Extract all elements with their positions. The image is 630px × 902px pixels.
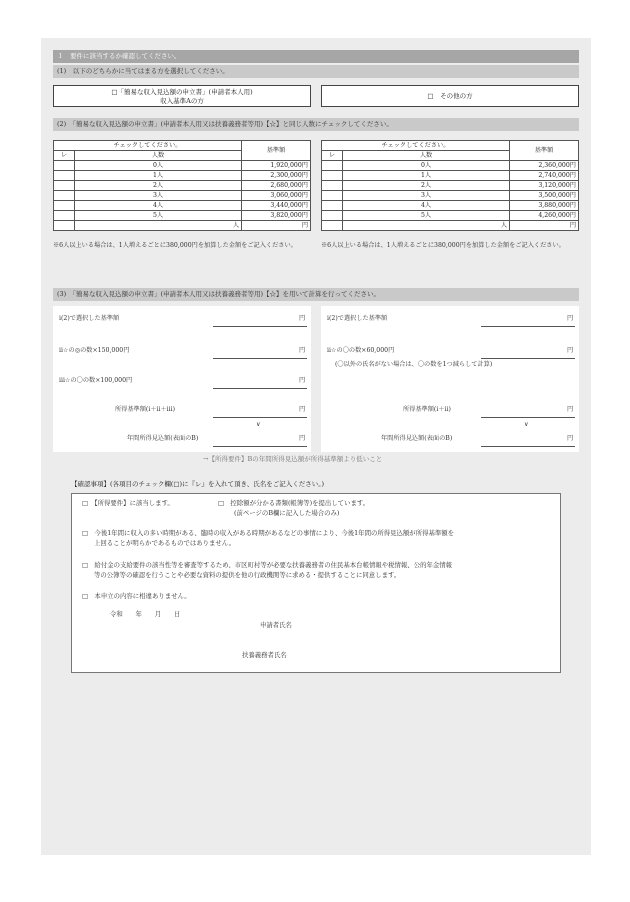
count-cell: 0人 [75, 161, 242, 171]
check-cell[interactable] [54, 211, 75, 221]
yen-label: 円 [299, 315, 306, 322]
amount-cell: 3,120,000円 [510, 181, 579, 191]
amount-cell[interactable]: 円 [242, 221, 311, 231]
calc-ii-label: ii☆の〇の数×60,000円 [327, 347, 395, 354]
check-cell[interactable] [322, 161, 343, 171]
amount-cell: 3,060,000円 [242, 191, 311, 201]
table-row [322, 221, 579, 231]
standard-table-right [321, 140, 579, 231]
option-other[interactable] [321, 85, 579, 107]
applicant-name-label: 申請者氏名 [260, 621, 292, 629]
calc-box-right [321, 306, 579, 452]
calc-annual-label: 年間所得見込額(表面のB) [127, 435, 199, 442]
amount-header: 基準額 [242, 141, 311, 161]
calc-iii-label: iii☆の〇の数×100,000円 [59, 377, 133, 384]
yen-label: 円 [567, 435, 574, 442]
calc-i-label: i(2)で選択した基準額 [59, 315, 120, 322]
calc-i-input[interactable] [481, 326, 575, 327]
table-row [54, 201, 311, 211]
table-row [54, 171, 311, 181]
calc-i-input[interactable] [213, 326, 307, 327]
check-cell[interactable] [322, 201, 343, 211]
count-header: 人数 [75, 151, 242, 161]
section-header: １ 要件に該当するか確認してください。 [53, 50, 579, 63]
amount-cell: 3,880,000円 [510, 201, 579, 211]
count-cell: 3人 [75, 191, 242, 201]
calc-i-label: i(2)で選択した基準額 [327, 315, 388, 322]
count-cell: 5人 [343, 211, 510, 221]
option-b-label: □ その他の方 [427, 92, 473, 100]
calc-annual-input[interactable] [213, 446, 307, 447]
table-right-note: ※6人以上いる場合は、1人増えるごとに380,000円を加算した金額をご記入ください。 [321, 242, 565, 249]
standard-table-left [53, 140, 311, 231]
mark-header: レ [54, 151, 75, 161]
mark-header: レ [322, 151, 343, 161]
calc-ii-label: ii☆の◎の数×150,000円 [59, 347, 130, 354]
calc-ii-input[interactable] [481, 358, 575, 359]
date-field[interactable]: 令和 年 月 日 [110, 610, 181, 618]
compare-symbol: ∨ [524, 421, 529, 428]
calc-total-label: 所得基準額(i＋ii) [403, 406, 451, 413]
calc-iii-input[interactable] [213, 388, 307, 389]
confirm-income-requirement[interactable]: □ 【所得要件】に該当します。 [82, 499, 174, 507]
yen-label: 円 [299, 435, 306, 442]
calc-annual-label: 年間所得見込額(表面のB) [381, 435, 453, 442]
guardian-name-label: 扶養義務者氏名 [242, 651, 287, 659]
table-row [322, 161, 579, 171]
count-cell: 3人 [343, 191, 510, 201]
yen-label: 円 [567, 347, 574, 354]
count-cell: 4人 [343, 201, 510, 211]
check-cell[interactable] [54, 221, 75, 231]
question-3: (3) 「簡易な収入見込額の申立書」(申請者本人用又は扶養義務者等用)【☆】を用いて計算を行ってください。 [53, 288, 579, 301]
table-row [322, 191, 579, 201]
amount-cell: 3,500,000円 [510, 191, 579, 201]
amount-cell: 3,820,000円 [242, 211, 311, 221]
calc-total-input[interactable] [213, 417, 307, 418]
yen-label: 円 [567, 315, 574, 322]
amount-cell: 2,740,000円 [510, 171, 579, 181]
confirm-no-future-income-cont: 上回ることが明らかであるものではありません。 [94, 539, 235, 547]
form-page [41, 38, 591, 855]
confirm-data-consent[interactable]: □ 給付金の支給要件の該当性等を審査等するため、市区町村等が必要な扶養義務者の住民基本台帳情報や税情報、公的年金情報 [82, 561, 453, 569]
requirement-note: →【所得要件】Bの年間所得見込額が所得基準額より低いこと [203, 455, 383, 463]
check-cell[interactable] [322, 211, 343, 221]
check-cell[interactable] [54, 201, 75, 211]
calc-ii-note: (〇以外の氏名がない場合は、〇の数を1つ減らして計算) [335, 361, 493, 368]
check-header: チェックしてください。 [322, 141, 510, 151]
calc-ii-input[interactable] [213, 358, 307, 359]
confirm-data-consent-cont: 等の公簿等の確認を行うことや必要な資料の提供を他の行政機関等に求める・提供することに同意します。 [94, 571, 401, 579]
confirm-truthful[interactable]: □ 本申立の内容に相違ありません。 [82, 592, 191, 600]
table-row [322, 211, 579, 221]
check-cell[interactable] [322, 171, 343, 181]
count-cell: 2人 [343, 181, 510, 191]
yen-label: 円 [567, 406, 574, 413]
count-cell: 4人 [75, 201, 242, 211]
calc-total-label: 所得基準額(i＋ii＋iii) [115, 406, 176, 413]
count-cell: 1人 [343, 171, 510, 181]
yen-label: 円 [299, 377, 306, 384]
amount-cell: 2,300,000円 [242, 171, 311, 181]
calc-total-input[interactable] [481, 417, 575, 418]
check-cell[interactable] [322, 181, 343, 191]
confirm-no-future-income[interactable]: □ 今後1年間に収入の多い時期がある、臨時の収入がある時期があるなどの事情により、今後1年間の所得見込額が所得基準額を [82, 529, 455, 537]
amount-header: 基準額 [510, 141, 579, 161]
question-2: (2) 「簡易な収入見込額の申立書」(申請者本人用又は扶養義務者等用)【☆】と同じ人数にチェックしてください。 [53, 118, 579, 131]
table-row [54, 161, 311, 171]
calc-box-left [53, 306, 311, 452]
check-cell[interactable] [54, 161, 75, 171]
count-header: 人数 [343, 151, 510, 161]
check-header: チェックしてください。 [54, 141, 242, 151]
table-row [54, 211, 311, 221]
amount-cell: 1,920,000円 [242, 161, 311, 171]
check-cell[interactable] [322, 221, 343, 231]
calc-annual-input[interactable] [481, 446, 575, 447]
count-cell: 5人 [75, 211, 242, 221]
amount-cell: 2,680,000円 [242, 181, 311, 191]
table-row [322, 181, 579, 191]
option-a-line1: □「簡易な収入見込額の申立書」(申請者本人用) [111, 88, 253, 96]
table-row [54, 181, 311, 191]
option-a-line2: 収入基準Aの方 [160, 97, 204, 105]
amount-cell: 2,360,000円 [510, 161, 579, 171]
confirm-deduction-docs-note: (前ページのB欄に記入した場合のみ) [234, 509, 340, 517]
check-cell[interactable] [54, 171, 75, 181]
check-cell[interactable] [54, 191, 75, 201]
compare-symbol: ∨ [256, 421, 261, 428]
check-cell[interactable] [322, 191, 343, 201]
confirm-deduction-docs[interactable]: □ 控除額が分かる書類(帳簿等)を提出しています。 [218, 499, 370, 507]
table-left-note: ※6人以上いる場合は、1人増えるごとに380,000円を加算した金額をご記入ください。 [53, 242, 297, 249]
amount-cell[interactable]: 円 [510, 221, 579, 231]
count-cell: 2人 [75, 181, 242, 191]
table-row [54, 221, 311, 231]
count-cell[interactable]: 人 [343, 221, 510, 231]
table-row [322, 171, 579, 181]
amount-cell: 3,440,000円 [242, 201, 311, 211]
count-cell: 1人 [75, 171, 242, 181]
question-1: (1) 以下のどちらかに当てはまる方を選択してください。 [53, 65, 579, 78]
count-cell: 0人 [343, 161, 510, 171]
table-row [54, 191, 311, 201]
yen-label: 円 [299, 406, 306, 413]
amount-cell: 4,260,000円 [510, 211, 579, 221]
table-row [322, 201, 579, 211]
option-income-a[interactable] [53, 85, 311, 107]
count-cell[interactable]: 人 [75, 221, 242, 231]
confirm-title: 【確認事項】(各項目のチェック欄(□)に『レ』を入れて頂き、氏名をご記入ください。) [71, 480, 325, 488]
confirm-box [71, 493, 561, 673]
check-cell[interactable] [54, 181, 75, 191]
yen-label: 円 [299, 347, 306, 354]
